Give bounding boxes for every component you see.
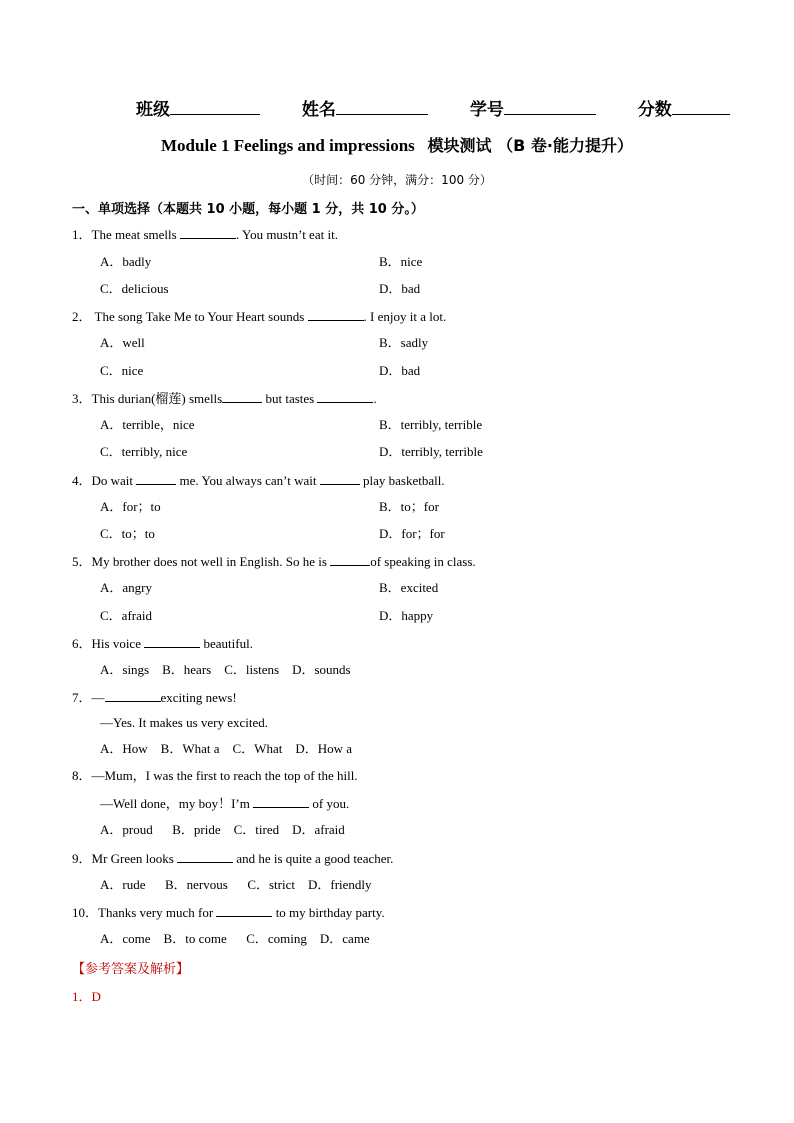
q4-option-d: D．for；for [379,526,445,541]
q7-reply: —Yes. It makes us very excited. [100,715,269,730]
class-blank [170,98,260,115]
question-7: 7．— exciting news! [72,690,237,705]
answer-1: 1．D [72,989,101,1004]
answer-blank [144,635,200,648]
answer-blank [317,390,373,403]
q6-options: A．sings B．hears C．listens D．sounds [100,662,351,677]
q5-option-d: D．happy [379,608,434,623]
q8-options: A．proud B．pride C．tired D．afraid [100,822,345,837]
q3-option-d: D．terribly, terrible [379,444,483,459]
q2-option-c: C．nice [100,363,144,378]
q2-option-a: A．well [100,335,145,350]
answer-blank [180,226,236,239]
q1-option-b: B．nice [379,254,423,269]
question-9: 9．Mr Green looks and he is quite a good teacher. [72,851,394,866]
q7-options: A．How B．What a C．What D．How a [100,741,353,756]
class-field: 班级 [136,95,260,120]
answer-blank [222,390,262,403]
page-title: Module 1 Feelings and impressions 模块测试 （B 卷·能力提升） [161,136,633,155]
name-field: 姓名 [302,95,428,120]
answer-blank [177,850,233,863]
question-1: 1．The meat smells . You mustn’t eat it. [72,227,338,242]
q2-option-b: B．sadly [379,335,429,350]
q3-option-a: A．terrible，nice [100,417,195,432]
q1-option-c: C．delicious [100,281,169,296]
question-10: 10．Thanks very much for to my birthday party. [72,905,385,920]
answer-blank [330,553,370,566]
question-2: 2． The song Take Me to Your Heart sounds . I enjoy it a lot. [72,309,447,324]
q3-option-b: B．terribly, terrible [379,417,483,432]
question-8: 8．—Mum，I was the first to reach the top of the hill. [72,768,358,783]
q1-option-a: A．badly [100,254,152,269]
question-3: 3．This durian(榴莲) smells but tastes . [72,391,377,406]
q1-option-d: D．bad [379,281,421,296]
answer-blank [308,308,364,321]
score-blank [672,98,730,115]
q4-option-b: B．to；for [379,499,439,514]
q4-option-c: C．to；to [100,526,155,541]
student-id-blank [504,98,596,115]
q2-option-d: D．bad [379,363,421,378]
name-blank [336,98,428,115]
answer-blank [320,472,360,485]
question-5: 5．My brother does not well in English. So he is of speaking in class. [72,554,476,569]
student-id-field: 学号 [470,95,596,120]
student-info-row [136,95,736,120]
q9-options: A．rude B．nervous C．strict D．friendly [100,877,372,892]
q4-option-a: A．for；to [100,499,161,514]
question-6: 6．His voice beautiful. [72,636,253,651]
question-4: 4．Do wait me. You always can’t wait play basketball. [72,473,445,488]
exam-time-info: （时间：60 分钟，满分：100 分） [302,173,492,187]
q5-option-b: B．excited [379,580,439,595]
q3-option-c: C．terribly, nice [100,444,188,459]
q5-option-a: A．angry [100,580,152,595]
answer-blank [136,472,176,485]
answer-blank [105,689,161,702]
q10-options: A．come B．to come C．coming D．came [100,931,370,946]
answer-section-heading: 【参考答案及解析】 [72,962,190,977]
answer-blank [216,904,272,917]
q5-option-c: C．afraid [100,608,152,623]
score-field: 分数 [638,95,730,120]
section-title: 一、单项选择（本题共 10 小题，每小题 1 分，共 10 分。） [72,202,424,217]
q8-reply: —Well done，my boy！I’m of you. [100,796,350,811]
answer-blank [253,795,309,808]
